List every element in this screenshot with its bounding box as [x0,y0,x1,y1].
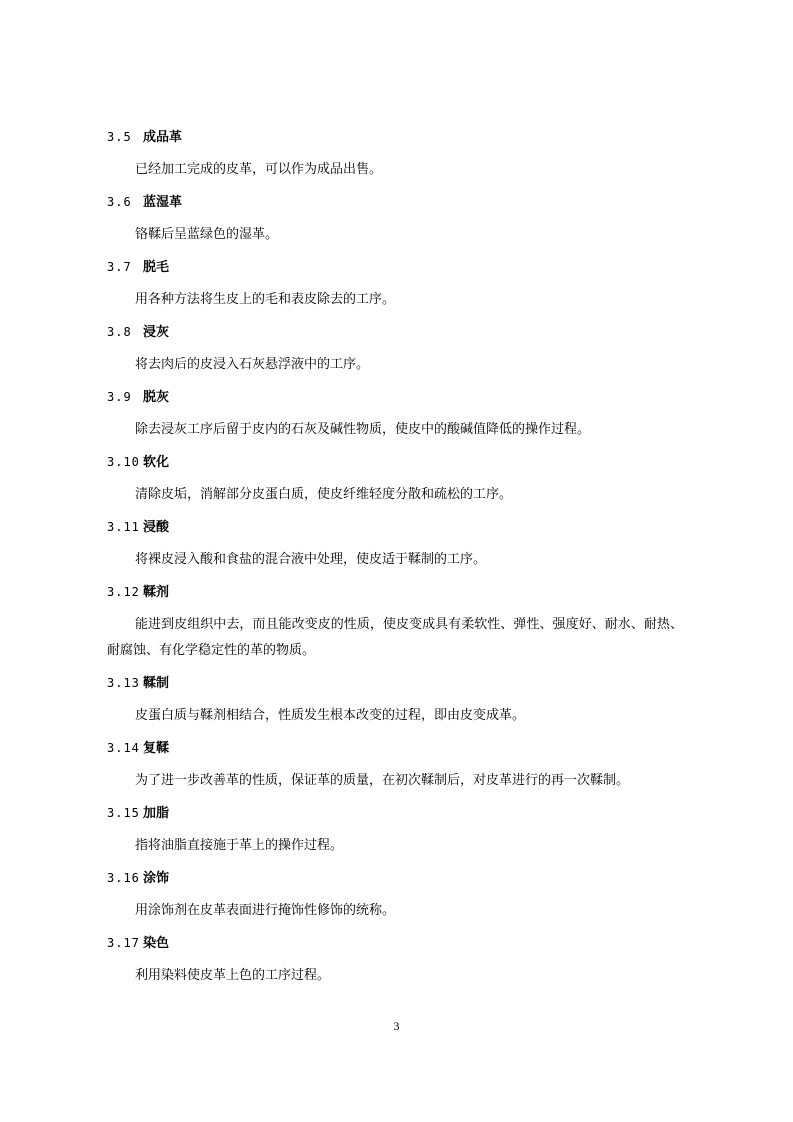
term-name: 加脂 [143,806,170,821]
term-heading [107,865,169,891]
term-number: 3.9 [107,390,132,404]
entry-3-12 [0,579,793,670]
term-definition: 将裸皮浸入酸和食盐的混合液中处理，使皮适于鞣制的工序。 [135,552,487,567]
term-heading [107,800,169,826]
term-number: 3.11 [107,520,140,534]
term-definition: 已经加工完成的皮革，可以作为成品出售。 [135,162,383,177]
term-number: 3.5 [107,130,132,144]
term-definition: 为了进一步改善革的性质，保证革的质量，在初次鞣制后，对皮革进行的再一次鞣制。 [135,773,630,788]
term-heading [107,319,169,345]
term-number: 3.6 [107,195,132,209]
term-name: 涂饰 [143,871,170,886]
term-definition-list [0,124,793,995]
entry-3-10 [0,449,793,514]
term-definition: 清除皮垢，消解部分皮蛋白质，使皮纤维轻度分散和疏松的工序。 [135,487,513,502]
term-number: 3.7 [107,260,132,274]
term-heading [107,670,169,696]
entry-3-13 [0,670,793,735]
term-name: 鞣剂 [143,585,170,600]
term-name: 软化 [143,455,170,470]
term-name: 染色 [143,936,170,951]
term-name: 浸灰 [143,325,170,340]
term-heading [107,735,169,761]
page-number: 3 [393,1019,400,1033]
entry-3-5 [0,124,793,189]
term-number: 3.13 [107,676,140,690]
term-heading [107,514,169,540]
entry-3-9 [0,384,793,449]
term-name: 脱毛 [143,260,170,275]
term-number: 3.12 [107,585,140,599]
term-number: 3.17 [107,936,140,950]
term-heading [107,254,169,280]
entry-3-15 [0,800,793,865]
term-definition: 皮蛋白质与鞣剂相结合，性质发生根本改变的过程，即由皮变成革。 [135,708,526,723]
term-heading [107,930,169,956]
term-name: 鞣制 [143,676,170,691]
term-name: 复鞣 [143,741,170,756]
entry-3-6 [0,189,793,254]
term-name: 脱灰 [143,390,170,405]
term-number: 3.16 [107,871,140,885]
term-definition: 将去肉后的皮浸入石灰悬浮液中的工序。 [135,357,370,372]
entry-3-7 [0,254,793,319]
term-number: 3.15 [107,806,140,820]
term-definition: 利用染料使皮革上色的工序过程。 [135,968,331,983]
term-definition: 用涂饰剂在皮革表面进行掩饰性修饰的统称。 [135,903,396,918]
term-number: 3.8 [107,325,132,339]
term-number: 3.10 [107,455,140,469]
term-name: 成品革 [143,130,183,145]
term-name: 蓝湿革 [143,195,183,210]
entry-3-17 [0,930,793,995]
term-definition: 铬鞣后呈蓝绿色的湿革。 [135,227,279,242]
term-heading [107,124,182,150]
term-definition: 能进到皮组织中去，而且能改变皮的性质，使皮变成具有柔软性、弹性、强度好、耐水、耐热、耐腐蚀、有化学稳定性的革的物质。 [107,617,683,658]
term-number: 3.14 [107,741,140,755]
term-definition: 用各种方法将生皮上的毛和表皮除去的工序。 [135,292,396,307]
term-name: 浸酸 [143,520,170,535]
entry-3-8 [0,319,793,384]
term-heading [107,189,182,215]
term-heading [107,579,169,605]
term-heading [107,449,169,475]
term-heading [107,384,169,410]
entry-3-16 [0,865,793,930]
entry-3-14 [0,735,793,800]
term-definition: 除去浸灰工序后留于皮内的石灰及碱性物质，使皮中的酸碱值降低的操作过程。 [135,422,591,437]
term-definition: 指将油脂直接施于革上的操作过程。 [135,838,344,853]
entry-3-11 [0,514,793,579]
